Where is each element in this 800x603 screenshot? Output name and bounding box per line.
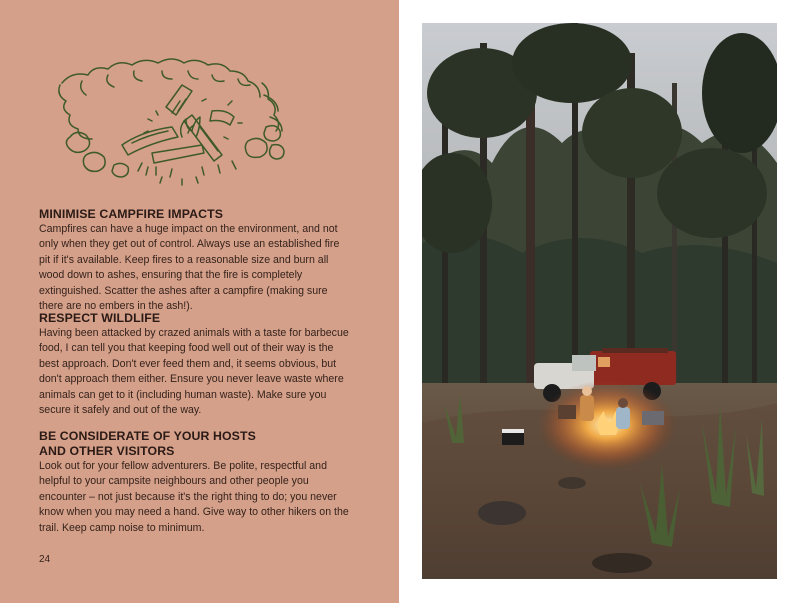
section-body: Having been attacked by crazed animals with a taste for barbecue food, I can tell you that keeping food well out of their way is the best approach. Don't ever feed them and, it seems obvious, but don't approach them either. Ensure you never leave waste where animals can get to it (including human waste). Make sure you secure it safely and out of the way. xyxy=(39,327,349,417)
left-page xyxy=(0,0,399,603)
section-heading: RESPECT WILDLIFE xyxy=(39,311,161,325)
section-heading: MINIMISE CAMPFIRE IMPACTS xyxy=(39,207,223,221)
section-body: Look out for your fellow adventurers. Be polite, respectful and helpful to your campsite neighbours and other people you encounter – not just because it's the right thing to do; you never know when you may need a hand. Give way to other hikers on the trail. Keep camp noise to minimum. xyxy=(39,460,349,534)
campsite-photo xyxy=(422,23,777,579)
section-heading: BE CONSIDERATE OF YOUR HOSTS AND OTHER VISITORS xyxy=(39,429,256,458)
page-number: 24 xyxy=(39,554,51,565)
section-be-considerate xyxy=(39,429,349,536)
section-body: Campfires can have a huge impact on the environment, and not only when they get out of control. Always use an established fire pit if it's available. Keep fires to a reasonable size and burn all wood down to ashes, ensuring that the fire is completely extinguished. Scatter the ashes after a campfire (making sure there are no embers in the ash!). xyxy=(39,223,340,313)
section-respect-wildlife xyxy=(39,311,349,418)
campfire-illustration xyxy=(52,45,320,195)
section-minimise-campfire-impacts xyxy=(39,207,349,314)
